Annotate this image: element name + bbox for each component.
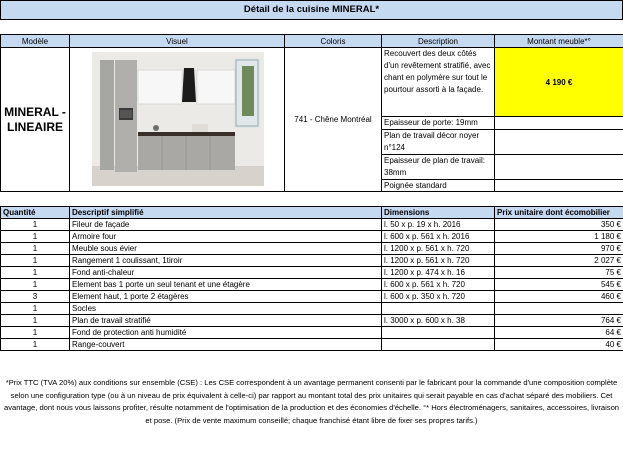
item-price: 75 €	[495, 267, 623, 279]
item-qty: 3	[1, 291, 70, 303]
header-prix: Prix unitaire dont écomobilier	[495, 207, 623, 219]
item-dim: l. 3000 x p. 600 x h. 38	[382, 315, 495, 327]
header-modele: Modèle	[1, 35, 70, 48]
item-qty: 1	[1, 219, 70, 231]
item-qty: 1	[1, 243, 70, 255]
item-desc: Plan de travail stratifié	[70, 315, 382, 327]
item-dim	[382, 327, 495, 339]
description-4: Epaisseur de plan de travail: 38mm	[382, 154, 495, 179]
header-montant: Montant meuble*°	[495, 35, 623, 48]
item-dim: l. 1200 x p. 561 x h. 720	[382, 255, 495, 267]
price-empty-4	[495, 154, 623, 179]
table-row	[1, 315, 623, 327]
description-1: Recouvert des deux côtés d'un revêtement stratifié, avec chant en polymère sur tout le pourtour assorti à la façade.	[382, 48, 495, 117]
item-qty: 1	[1, 327, 70, 339]
product-table	[0, 34, 623, 192]
item-qty: 1	[1, 303, 70, 315]
price-empty-3	[495, 129, 623, 154]
table-row	[1, 231, 623, 243]
header-dimensions: Dimensions	[382, 207, 495, 219]
item-dim: l. 600 x p. 561 x h. 720	[382, 279, 495, 291]
price-empty-5	[495, 179, 623, 191]
model-line-1: MINERAL -	[4, 104, 66, 119]
table-row	[1, 279, 623, 291]
model-name	[1, 48, 70, 192]
page-title: Détail de la cuisine MINERAL*	[0, 0, 623, 20]
item-desc: Element haut, 1 porte 2 étagères	[70, 291, 382, 303]
header-coloris: Coloris	[285, 35, 382, 48]
item-qty: 1	[1, 279, 70, 291]
footnote: *Prix TTC (TVA 20%) aux conditions sur ensemble (CSE) : Les CSE correspondent à un avantage permanent consenti par le fabricant pour la commande d'une composition complète selon une configuration type (ou à un niveau de prix équivalent à celle-ci) par rapport au montant total des prix unitaires qui serait payable en cas d'achat séparé des mobiliers. Cet avantage, dont nous vous laissons profiter, résulte notamment de l'optimisation de la production et des économies d'échelle. °* Hors électroménagers, sanitaires, accessoires, livraison et pose. (Prix de vente maximum conseillé; chaque franchisé étant libre de fixer ses propres tarifs.)	[3, 378, 620, 425]
item-price: 2 027 €	[495, 255, 623, 267]
items-header-row	[1, 207, 623, 219]
item-desc: Rangement 1 coulissant, 1tiroir	[70, 255, 382, 267]
description-2: Epaisseur de porte: 19mm	[382, 117, 495, 129]
item-dim: l. 1200 x p. 561 x h. 720	[382, 243, 495, 255]
price-total: 4 190 €	[495, 48, 623, 117]
item-desc: Fileur de façade	[70, 219, 382, 231]
item-dim	[382, 339, 495, 351]
item-price: 40 €	[495, 339, 623, 351]
item-price: 1 180 €	[495, 231, 623, 243]
item-price: 764 €	[495, 315, 623, 327]
item-dim: l. 1200 x p. 474 x h. 16	[382, 267, 495, 279]
items-table	[0, 206, 623, 351]
item-desc: Armoire four	[70, 231, 382, 243]
kitchen-visual	[70, 48, 285, 192]
item-desc: Fond anti-chaleur	[70, 267, 382, 279]
model-line-2: LINEAIRE	[6, 119, 63, 134]
item-price: 970 €	[495, 243, 623, 255]
description-3: Plan de travail décor noyer n°124	[382, 129, 495, 154]
item-desc: Meuble sous évier	[70, 243, 382, 255]
item-dim	[382, 303, 495, 315]
item-qty: 1	[1, 315, 70, 327]
table-row	[1, 219, 623, 231]
table-row	[1, 339, 623, 351]
header-descriptif: Descriptif simplifié	[70, 207, 382, 219]
item-desc: Element bas 1 porte un seul tenant et une étagère	[70, 279, 382, 291]
table-row	[1, 243, 623, 255]
item-dim: l. 600 x p. 350 x h. 720	[382, 291, 495, 303]
item-qty: 1	[1, 267, 70, 279]
product-header-row	[1, 35, 623, 48]
item-desc: Range-couvert	[70, 339, 382, 351]
kitchen-image	[72, 48, 283, 191]
item-desc: Socles	[70, 303, 382, 315]
item-dim: l. 50 x p. 19 x h. 2016	[382, 219, 495, 231]
item-price: 460 €	[495, 291, 623, 303]
table-row	[1, 255, 623, 267]
header-visuel: Visuel	[70, 35, 285, 48]
description-5: Poignée standard	[382, 179, 495, 191]
header-description: Description	[382, 35, 495, 48]
item-qty: 1	[1, 231, 70, 243]
item-price: 350 €	[495, 219, 623, 231]
item-qty: 1	[1, 339, 70, 351]
table-row	[1, 327, 623, 339]
item-price: 64 €	[495, 327, 623, 339]
price-empty-2	[495, 117, 623, 129]
item-qty: 1	[1, 255, 70, 267]
item-desc: Fond de protection anti humidité	[70, 327, 382, 339]
header-quantite: Quantité	[1, 207, 70, 219]
item-dim: l. 600 x p. 561 x h. 2016	[382, 231, 495, 243]
table-row	[1, 291, 623, 303]
item-price	[495, 303, 623, 315]
table-row	[1, 303, 623, 315]
coloris-value: 741 - Chêne Montréal	[285, 48, 382, 192]
item-price: 545 €	[495, 279, 623, 291]
table-row	[1, 267, 623, 279]
